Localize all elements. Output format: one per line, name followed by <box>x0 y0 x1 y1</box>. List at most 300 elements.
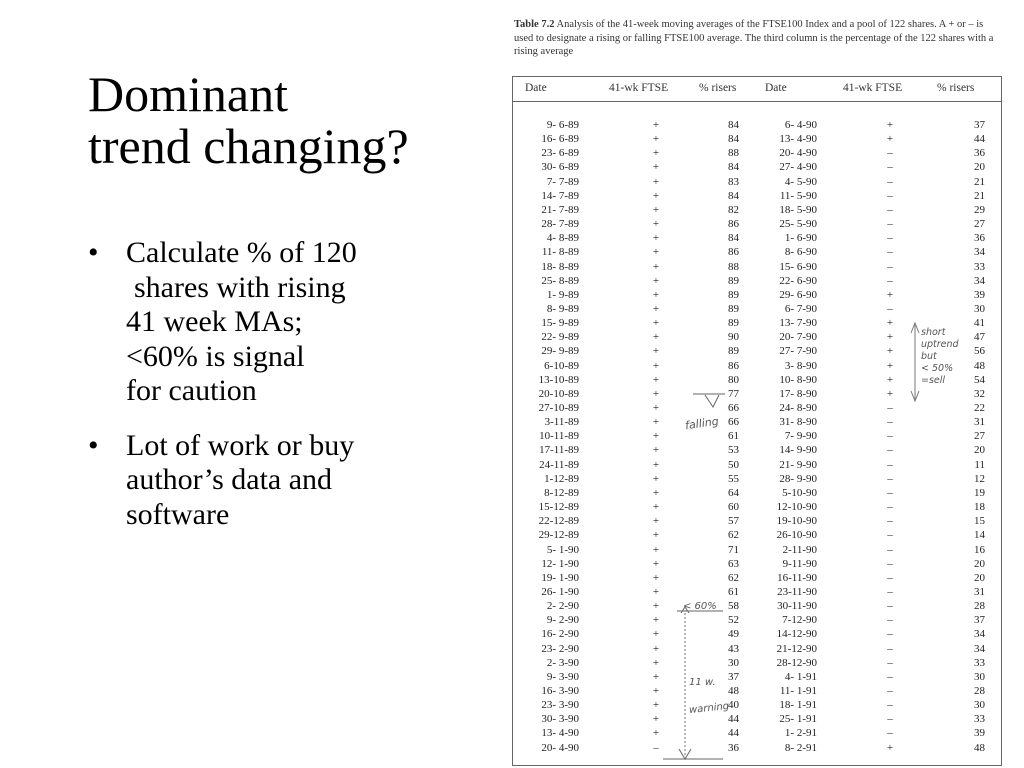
cell-date-1: 19- 1-90 <box>541 571 579 584</box>
cell-date-2: 1- 6-90 <box>784 232 817 245</box>
cell-pct-risers-2: 20 <box>974 557 985 570</box>
cell-date-2: 1- 2-91 <box>784 727 817 740</box>
cell-ftse-trend-2: – <box>887 218 893 231</box>
cell-ftse-trend-1: + <box>652 232 660 245</box>
bullet-line: for caution <box>126 374 257 407</box>
cell-ftse-trend-1: + <box>652 670 660 683</box>
cell-date-1: 3-11-89 <box>544 416 579 429</box>
bullet-item <box>88 236 468 409</box>
cell-pct-risers-1: 40 <box>728 699 739 712</box>
cell-date-1: 28- 7-89 <box>541 218 579 231</box>
cell-pct-risers-1: 60 <box>728 501 739 514</box>
cell-ftse-trend-2: – <box>887 175 893 188</box>
cell-pct-risers-1: 83 <box>728 175 739 188</box>
cell-date-1: 26- 1-90 <box>541 585 579 598</box>
annotation-short-line: short <box>921 327 946 338</box>
cell-ftse-trend-1: + <box>652 486 660 499</box>
cell-date-1: 30- 3-90 <box>541 713 579 726</box>
cell-date-2: 20- 4-90 <box>779 147 817 160</box>
column-header-risers-2: % risers <box>937 82 975 94</box>
cell-pct-risers-2: 20 <box>974 161 985 174</box>
cell-date-2: 7-12-90 <box>782 614 817 627</box>
cell-pct-risers-2: 33 <box>974 656 985 669</box>
cell-ftse-trend-1: + <box>652 699 660 712</box>
cell-ftse-trend-2: – <box>887 232 893 245</box>
cell-ftse-trend-1: + <box>652 147 660 160</box>
cell-date-2: 13- 4-90 <box>779 133 817 146</box>
cell-pct-risers-1: 52 <box>728 614 739 627</box>
cell-ftse-trend-1: + <box>652 585 660 598</box>
annotation-short-line: =sell <box>921 375 946 386</box>
cell-pct-risers-2: 39 <box>974 727 985 740</box>
cell-pct-risers-1: 90 <box>728 331 739 344</box>
cell-date-2: 10- 8-90 <box>779 373 817 386</box>
cell-pct-risers-1: 49 <box>728 628 739 641</box>
bullet-dot: • <box>88 428 99 462</box>
bullet-line: software <box>126 497 230 531</box>
cell-date-2: 4- 1-91 <box>784 670 817 683</box>
handwritten-annotations <box>513 77 1001 765</box>
cell-date-1: 2- 3-90 <box>546 656 579 669</box>
cell-date-1: 1- 9-89 <box>546 288 579 301</box>
cell-ftse-trend-2: + <box>886 387 894 400</box>
annotation-falling: falling <box>684 414 720 433</box>
cell-pct-risers-2: 48 <box>974 741 985 754</box>
cell-ftse-trend-2: – <box>887 685 893 697</box>
cell-pct-risers-2: 37 <box>974 614 985 627</box>
cell-date-1: 23- 2-90 <box>541 642 579 655</box>
cell-date-1: 25- 8-89 <box>541 274 579 287</box>
cell-pct-risers-1: 63 <box>728 557 739 570</box>
cell-date-1: 22-12-89 <box>538 515 579 528</box>
cell-pct-risers-1: 64 <box>728 486 739 499</box>
cell-date-2: 8- 6-90 <box>784 246 817 259</box>
cell-pct-risers-1: 62 <box>728 571 739 584</box>
cell-date-2: 9-11-90 <box>782 557 817 570</box>
cell-pct-risers-1: 66 <box>728 416 739 429</box>
cell-date-2: 18- 1-91 <box>779 699 817 712</box>
cell-date-1: 15- 9-89 <box>541 317 579 330</box>
cell-ftse-trend-2: – <box>887 458 893 471</box>
cell-date-2: 5-10-90 <box>782 486 817 499</box>
cell-date-2: 13- 7-90 <box>779 317 817 330</box>
cell-date-2: 11- 5-90 <box>779 189 817 202</box>
cell-ftse-trend-2: – <box>887 670 893 683</box>
cell-pct-risers-2: 41 <box>974 317 985 330</box>
column-header-date-1: Date <box>525 82 547 94</box>
cell-ftse-trend-1: + <box>652 175 660 188</box>
cell-ftse-trend-1: + <box>652 628 660 641</box>
annotation-short-line: < 50% <box>921 363 954 374</box>
cell-ftse-trend-2: + <box>886 359 894 372</box>
cell-pct-risers-2: 31 <box>974 416 985 429</box>
cell-ftse-trend-2: – <box>887 486 893 499</box>
cell-date-1: 20-10-89 <box>538 387 579 400</box>
cell-ftse-trend-2: + <box>886 288 894 301</box>
cell-pct-risers-1: 84 <box>728 189 739 202</box>
bullet-line: 41 week MAs; <box>126 305 303 338</box>
cell-date-1: 6-10-89 <box>544 359 579 372</box>
cell-ftse-trend-2: – <box>887 302 893 315</box>
cell-ftse-trend-2: – <box>887 585 893 598</box>
table-caption-label: Table 7.2 <box>514 19 555 30</box>
cell-pct-risers-1: 86 <box>728 218 739 231</box>
cell-ftse-trend-1: + <box>652 402 660 414</box>
cell-ftse-trend-1: + <box>652 260 660 273</box>
cell-date-1: 9- 3-90 <box>546 670 579 683</box>
cell-ftse-trend-2: – <box>887 656 893 669</box>
cell-pct-risers-2: 54 <box>974 373 985 386</box>
cell-date-2: 14- 9-90 <box>779 444 817 457</box>
cell-ftse-trend-2: – <box>887 713 893 726</box>
cell-pct-risers-2: 16 <box>974 543 985 556</box>
cell-ftse-trend-2: – <box>887 274 893 287</box>
cell-pct-risers-2: 11 <box>974 458 985 471</box>
cell-ftse-trend-2: – <box>887 628 893 641</box>
cell-date-2: 8- 2-91 <box>784 741 817 754</box>
column-header-ftse-2: 41-wk FTSE <box>843 82 903 94</box>
cell-pct-risers-2: 18 <box>974 501 985 514</box>
cell-date-2: 22- 6-90 <box>779 274 817 287</box>
annotation-11-weeks: 11 w. <box>689 677 716 688</box>
cell-pct-risers-2: 28 <box>974 600 985 613</box>
bullet-line: <60% is signal <box>126 339 305 373</box>
cell-pct-risers-2: 22 <box>974 402 985 414</box>
cell-pct-risers-1: 86 <box>728 246 739 259</box>
cell-date-2: 30-11-90 <box>777 600 817 613</box>
cell-pct-risers-1: 88 <box>728 260 739 273</box>
cell-ftse-trend-1: + <box>652 557 660 570</box>
cell-ftse-trend-2: – <box>887 571 893 584</box>
cell-date-2: 2-11-90 <box>782 543 817 556</box>
cell-date-1: 30- 6-89 <box>541 161 579 174</box>
cell-ftse-trend-1: + <box>652 416 660 429</box>
cell-date-1: 24-11-89 <box>539 458 579 471</box>
cell-ftse-trend-2: – <box>887 501 893 514</box>
cell-ftse-trend-2: – <box>887 203 893 216</box>
cell-date-2: 16-11-90 <box>777 571 817 584</box>
cell-date-1: 18- 8-89 <box>541 260 579 273</box>
cell-ftse-trend-1: + <box>652 246 660 259</box>
cell-ftse-trend-1: + <box>652 274 660 287</box>
cell-pct-risers-2: 56 <box>974 345 985 358</box>
data-table <box>512 76 1002 766</box>
cell-ftse-trend-1: – <box>653 741 659 754</box>
cell-ftse-trend-1: + <box>652 218 660 231</box>
cell-pct-risers-2: 34 <box>974 628 985 641</box>
cell-ftse-trend-2: – <box>887 246 893 259</box>
cell-pct-risers-2: 31 <box>974 585 985 598</box>
cell-date-1: 29-12-89 <box>538 529 579 542</box>
cell-pct-risers-2: 36 <box>974 232 985 245</box>
cell-ftse-trend-1: + <box>652 614 660 627</box>
cell-pct-risers-1: 89 <box>728 288 739 301</box>
cell-ftse-trend-2: – <box>887 472 893 485</box>
cell-date-1: 15-12-89 <box>538 501 579 514</box>
cell-date-1: 29- 9-89 <box>541 345 579 358</box>
cell-date-1: 9- 2-90 <box>546 614 579 627</box>
cell-ftse-trend-1: + <box>652 189 660 202</box>
cell-date-2: 23-11-90 <box>777 585 817 598</box>
cell-ftse-trend-1: + <box>652 359 660 372</box>
cell-date-1: 16- 3-90 <box>541 685 579 697</box>
cell-pct-risers-1: 80 <box>728 373 739 386</box>
bullet-item <box>88 429 468 533</box>
cell-date-1: 4- 8-89 <box>546 232 579 245</box>
cell-date-2: 25- 5-90 <box>779 218 817 231</box>
cell-date-1: 1-12-89 <box>544 472 579 485</box>
cell-ftse-trend-2: – <box>887 147 893 160</box>
cell-date-1: 16- 6-89 <box>541 133 579 146</box>
cell-pct-risers-2: 34 <box>974 642 985 655</box>
cell-ftse-trend-2: – <box>887 444 893 457</box>
cell-ftse-trend-1: + <box>652 387 660 400</box>
cell-date-1: 2- 2-90 <box>546 600 579 613</box>
bullet-list <box>88 236 468 552</box>
cell-pct-risers-1: 89 <box>728 317 739 330</box>
cell-date-1: 10-11-89 <box>539 430 579 443</box>
cell-date-1: 23- 6-89 <box>541 147 579 160</box>
cell-ftse-trend-1: + <box>652 458 660 471</box>
cell-pct-risers-1: 44 <box>728 713 739 726</box>
cell-ftse-trend-1: + <box>652 685 660 697</box>
cell-date-2: 25- 1-91 <box>779 713 817 726</box>
annotation-short-line: but <box>921 351 937 362</box>
cell-pct-risers-1: 84 <box>728 133 739 146</box>
cell-date-1: 13- 4-90 <box>541 727 579 740</box>
cell-date-2: 21- 9-90 <box>779 458 817 471</box>
cell-pct-risers-1: 62 <box>728 529 739 542</box>
cell-date-2: 26-10-90 <box>776 529 817 542</box>
cell-pct-risers-2: 36 <box>974 147 985 160</box>
cell-date-2: 28-12-90 <box>776 656 817 669</box>
cell-date-2: 14-12-90 <box>776 628 817 641</box>
cell-ftse-trend-1: + <box>652 656 660 669</box>
cell-pct-risers-2: 39 <box>974 288 985 301</box>
cell-ftse-trend-1: + <box>652 430 660 443</box>
cell-pct-risers-1: 89 <box>728 302 739 315</box>
cell-date-2: 7- 9-90 <box>784 430 817 443</box>
cell-date-2: 17- 8-90 <box>779 387 817 400</box>
cell-date-1: 5- 1-90 <box>546 543 579 556</box>
cell-date-1: 9- 6-89 <box>546 119 579 131</box>
cell-pct-risers-1: 84 <box>728 119 739 131</box>
cell-ftse-trend-1: + <box>652 373 660 386</box>
cell-date-2: 27- 4-90 <box>779 161 817 174</box>
cell-pct-risers-2: 14 <box>974 529 985 542</box>
annotation-arrow-falling <box>705 395 719 407</box>
cell-date-2: 19-10-90 <box>776 515 817 528</box>
cell-ftse-trend-2: + <box>886 317 894 330</box>
cell-ftse-trend-1: + <box>652 317 660 330</box>
cell-ftse-trend-2: + <box>886 345 894 358</box>
cell-pct-risers-2: 20 <box>974 571 985 584</box>
cell-ftse-trend-1: + <box>652 571 660 584</box>
cell-date-2: 3- 8-90 <box>784 359 817 372</box>
cell-pct-risers-1: 43 <box>728 642 739 655</box>
cell-pct-risers-2: 15 <box>974 515 985 528</box>
cell-ftse-trend-2: + <box>886 133 894 146</box>
cell-ftse-trend-1: + <box>652 133 660 146</box>
cell-pct-risers-2: 12 <box>974 472 985 485</box>
cell-date-1: 13-10-89 <box>538 373 579 386</box>
cell-ftse-trend-1: + <box>652 119 660 131</box>
annotation-warning: warning <box>688 700 730 717</box>
cell-ftse-trend-2: – <box>887 161 893 174</box>
cell-pct-risers-1: 71 <box>728 543 739 556</box>
cell-date-2: 12-10-90 <box>776 501 817 514</box>
cell-ftse-trend-2: + <box>886 741 894 754</box>
cell-date-1: 20- 4-90 <box>541 741 579 754</box>
cell-pct-risers-1: 55 <box>728 472 739 485</box>
cell-ftse-trend-1: + <box>652 713 660 726</box>
cell-pct-risers-1: 77 <box>728 387 739 400</box>
cell-ftse-trend-1: + <box>652 302 660 315</box>
cell-ftse-trend-2: – <box>887 189 893 202</box>
cell-pct-risers-1: 50 <box>728 458 739 471</box>
bullet-line: author’s data and <box>126 463 333 496</box>
cell-pct-risers-2: 30 <box>974 670 985 683</box>
cell-date-1: 8-12-89 <box>544 486 579 499</box>
cell-ftse-trend-2: – <box>887 614 893 627</box>
cell-ftse-trend-2: – <box>887 642 893 655</box>
cell-date-1: 7- 7-89 <box>546 175 579 188</box>
cell-date-2: 24- 8-90 <box>779 402 817 414</box>
cell-ftse-trend-2: + <box>886 119 894 131</box>
cell-pct-risers-1: 89 <box>728 345 739 358</box>
cell-ftse-trend-1: + <box>652 288 660 301</box>
cell-date-2: 15- 6-90 <box>779 260 817 273</box>
cell-ftse-trend-1: + <box>652 515 660 528</box>
cell-pct-risers-2: 37 <box>974 119 985 131</box>
cell-pct-risers-2: 21 <box>974 189 985 202</box>
cell-ftse-trend-2: + <box>886 331 894 344</box>
cell-ftse-trend-1: + <box>652 331 660 344</box>
cell-pct-risers-1: 44 <box>728 727 739 740</box>
cell-ftse-trend-1: + <box>652 642 660 655</box>
cell-pct-risers-2: 19 <box>974 486 985 499</box>
slide-title <box>88 68 508 172</box>
cell-pct-risers-2: 33 <box>974 713 985 726</box>
bullet-dot: • <box>88 236 99 269</box>
cell-pct-risers-1: 66 <box>728 402 739 414</box>
column-header-risers-1: % risers <box>699 82 737 94</box>
cell-date-1: 8- 9-89 <box>546 302 579 315</box>
cell-ftse-trend-1: + <box>652 203 660 216</box>
cell-pct-risers-1: 30 <box>728 656 739 669</box>
annotation-short-line: uptrend <box>921 339 959 350</box>
cell-pct-risers-1: 61 <box>728 430 739 443</box>
cell-ftse-trend-1: + <box>652 543 660 556</box>
scanned-table-figure <box>508 14 1006 766</box>
cell-pct-risers-1: 37 <box>728 670 739 683</box>
cell-date-2: 21-12-90 <box>776 642 817 655</box>
cell-pct-risers-2: 30 <box>974 302 985 315</box>
cell-pct-risers-2: 27 <box>974 218 985 231</box>
cell-ftse-trend-1: + <box>652 161 660 174</box>
column-header-ftse-1: 41-wk FTSE <box>609 82 669 94</box>
table-caption <box>514 18 1002 59</box>
annotation-short-uptrend <box>921 327 959 387</box>
cell-ftse-trend-1: + <box>652 444 660 457</box>
cell-ftse-trend-1: + <box>652 727 660 740</box>
cell-ftse-trend-1: + <box>652 529 660 542</box>
cell-pct-risers-1: 84 <box>728 232 739 245</box>
bullet-line: Lot of work or buy <box>126 428 355 462</box>
cell-ftse-trend-1: + <box>652 345 660 358</box>
cell-date-1: 17-11-89 <box>539 444 579 457</box>
cell-pct-risers-2: 32 <box>974 387 985 400</box>
bullet-line: shares with rising <box>134 270 346 304</box>
cell-pct-risers-1: 88 <box>728 147 739 160</box>
cell-pct-risers-2: 48 <box>974 359 985 372</box>
cell-ftse-trend-2: – <box>887 260 893 273</box>
cell-pct-risers-2: 33 <box>974 260 985 273</box>
cell-pct-risers-2: 47 <box>974 331 985 344</box>
cell-date-2: 27- 7-90 <box>779 345 817 358</box>
cell-pct-risers-1: 48 <box>728 685 739 697</box>
cell-date-1: 21- 7-89 <box>541 203 579 216</box>
bullet-line: Calculate % of 120 <box>126 236 357 269</box>
cell-ftse-trend-2: – <box>887 430 893 443</box>
cell-ftse-trend-2: – <box>887 727 893 740</box>
cell-date-1: 14- 7-89 <box>541 189 579 202</box>
cell-pct-risers-2: 30 <box>974 699 985 712</box>
slide-title-line-1: Dominant <box>88 66 288 122</box>
cell-ftse-trend-1: + <box>652 600 660 613</box>
cell-date-2: 28- 9-90 <box>779 472 817 485</box>
cell-pct-risers-2: 29 <box>974 203 985 216</box>
cell-pct-risers-1: 57 <box>728 515 739 528</box>
cell-ftse-trend-2: – <box>887 515 893 528</box>
cell-pct-risers-1: 86 <box>728 359 739 372</box>
cell-date-1: 22- 9-89 <box>541 331 579 344</box>
cell-pct-risers-1: 58 <box>728 600 739 613</box>
cell-date-1: 23- 3-90 <box>541 699 579 712</box>
cell-pct-risers-2: 34 <box>974 246 985 259</box>
cell-date-2: 31- 8-90 <box>779 416 817 429</box>
cell-date-2: 4- 5-90 <box>784 175 817 188</box>
cell-pct-risers-2: 28 <box>974 685 985 697</box>
cell-pct-risers-1: 61 <box>728 585 739 598</box>
cell-pct-risers-1: 84 <box>728 161 739 174</box>
cell-date-1: 16- 2-90 <box>541 628 579 641</box>
cell-pct-risers-1: 89 <box>728 274 739 287</box>
cell-ftse-trend-2: + <box>886 373 894 386</box>
cell-ftse-trend-2: – <box>887 600 893 613</box>
column-header-date-2: Date <box>765 82 787 94</box>
cell-pct-risers-2: 44 <box>974 133 985 146</box>
cell-date-2: 6- 7-90 <box>784 302 817 315</box>
cell-date-2: 18- 5-90 <box>779 203 817 216</box>
cell-ftse-trend-2: – <box>887 402 893 414</box>
cell-date-2: 20- 7-90 <box>779 331 817 344</box>
cell-date-2: 29- 6-90 <box>779 288 817 301</box>
table-caption-text: Analysis of the 41-week moving averages of the FTSE100 Index and a pool of 122 shares. A + or – is used to designate a rising or falling FTSE100 average. The third column is the percentage of the 122 shares with a rising average <box>514 19 994 57</box>
cell-pct-risers-2: 34 <box>974 274 985 287</box>
cell-pct-risers-1: 53 <box>728 444 739 457</box>
cell-ftse-trend-1: + <box>652 501 660 514</box>
cell-ftse-trend-2: – <box>887 557 893 570</box>
cell-date-1: 11- 8-89 <box>541 246 579 259</box>
cell-ftse-trend-2: – <box>887 416 893 429</box>
cell-ftse-trend-2: – <box>887 529 893 542</box>
cell-pct-risers-2: 21 <box>974 175 985 188</box>
cell-pct-risers-2: 20 <box>974 444 985 457</box>
cell-ftse-trend-2: – <box>887 699 893 712</box>
cell-ftse-trend-2: – <box>887 543 893 556</box>
cell-pct-risers-1: 36 <box>728 741 739 754</box>
